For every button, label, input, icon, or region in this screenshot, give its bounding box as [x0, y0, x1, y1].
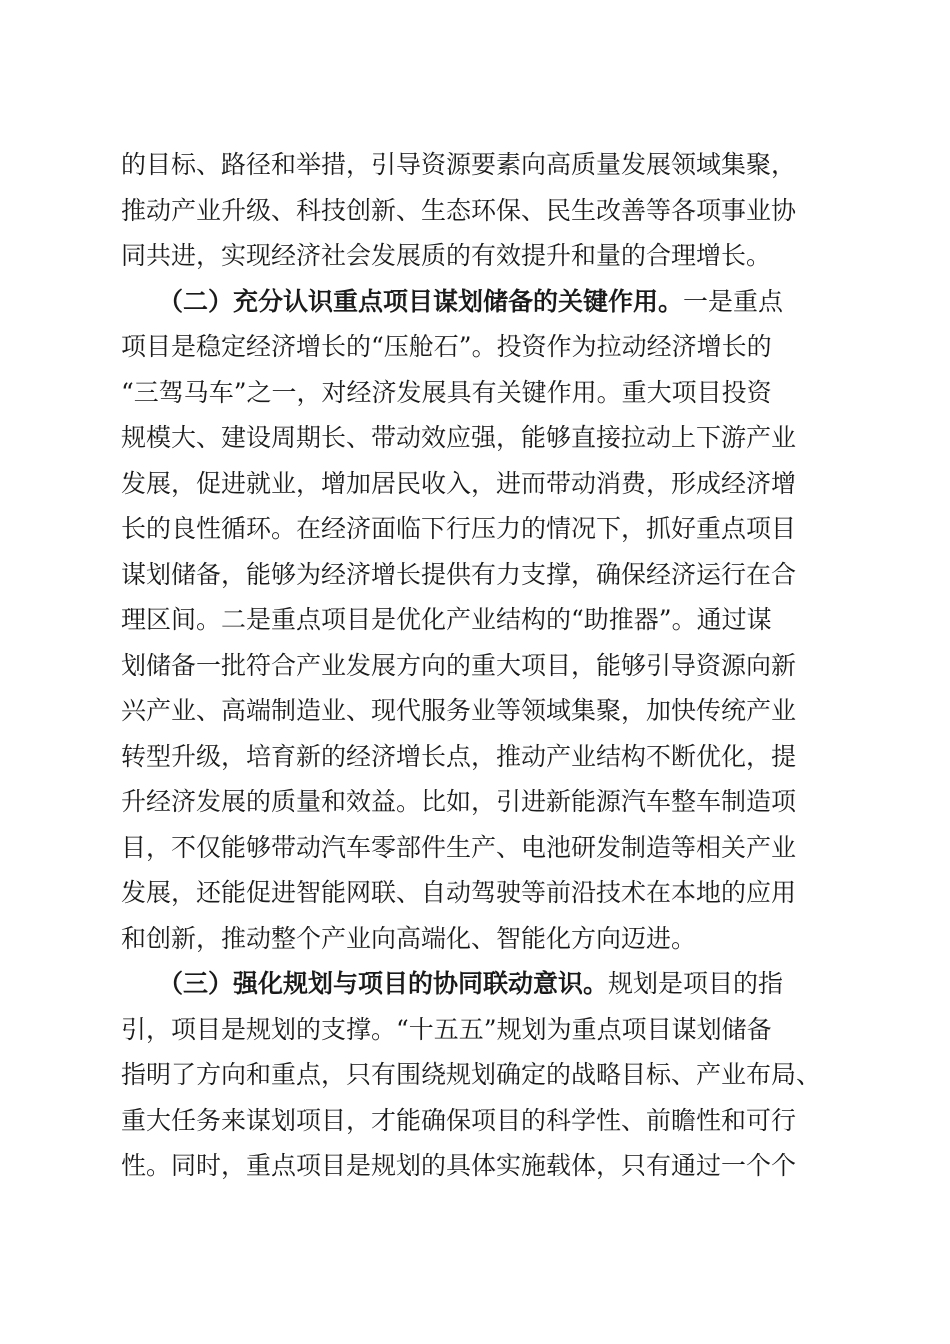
text-line: 升经济发展的质量和效益。比如，引进新能源汽车整车制造项 — [121, 787, 797, 816]
text-line: 推动产业升级、科技创新、生态环保、民生改善等各项事业协 — [121, 195, 797, 225]
text-line: 理区间。二是重点项目是优化产业结构的“助推器”。通过谋 — [121, 605, 772, 634]
text-line: 的目标、路径和举措，引导资源要素向高质量发展领域集聚， — [121, 150, 797, 179]
text-run: 规划是项目的指 — [608, 969, 784, 998]
text-line: 引，项目是规划的支撑。“十五五”规划为重点项目谋划储备 — [121, 1014, 772, 1044]
body-text — [121, 142, 841, 1189]
text-line: 规模大、建设周期长、带动效应强，能够直接拉动上下游产业 — [121, 423, 797, 452]
text-line: “三驾马车”之一，对经济发展具有关键作用。重大项目投资 — [121, 377, 772, 407]
text-run: 一是重点 — [683, 286, 784, 316]
text-line: 发展，还能促进智能网联、自动驾驶等前沿技术在本地的应用 — [121, 878, 797, 907]
text-line: 兴产业、高端制造业、现代服务业等领域集聚，加快传统产业 — [121, 696, 797, 725]
section-heading-three: （三）强化规划与项目的协同联动意识。 — [158, 969, 609, 998]
text-line: 指明了方向和重点，只有围绕规划确定的战略目标、产业布局、 — [121, 1060, 822, 1089]
text-line: 和创新，推动整个产业向高端化、智能化方向迈进。 — [121, 923, 697, 953]
text-line: 性。同时，重点项目是规划的具体实施载体，只有通过一个个 — [121, 1151, 797, 1180]
section-two-first-line — [121, 279, 841, 325]
text-line: 重大任务来谋划项目，才能确保项目的科学性、前瞻性和可行 — [121, 1105, 797, 1135]
text-line: 谋划储备，能够为经济增长提供有力支撑，确保经济运行在合 — [121, 559, 797, 589]
text-line: 项目是稳定经济增长的“压舱石”。投资作为拉动经济增长的 — [121, 332, 772, 361]
text-line: 转型升级，培育新的经济增长点，推动产业结构不断优化，提 — [121, 741, 797, 771]
text-line: 发展，促进就业，增加居民收入，进而带动消费，形成经济增 — [121, 468, 797, 498]
text-line: 目，不仅能够带动汽车零部件生产、电池研发制造等相关产业 — [121, 832, 797, 862]
text-line: 同共进，实现经济社会发展质的有效提升和量的合理增长。 — [121, 241, 772, 270]
text-line: 长的良性循环。在经济面临下行压力的情况下，抓好重点项目 — [121, 514, 797, 543]
section-heading-two: （二）充分认识重点项目谋划储备的关键作用。 — [158, 286, 684, 316]
section-three-first-line — [121, 961, 841, 1007]
text-line: 划储备一批符合产业发展方向的重大项目，能够引导资源向新 — [121, 650, 797, 680]
